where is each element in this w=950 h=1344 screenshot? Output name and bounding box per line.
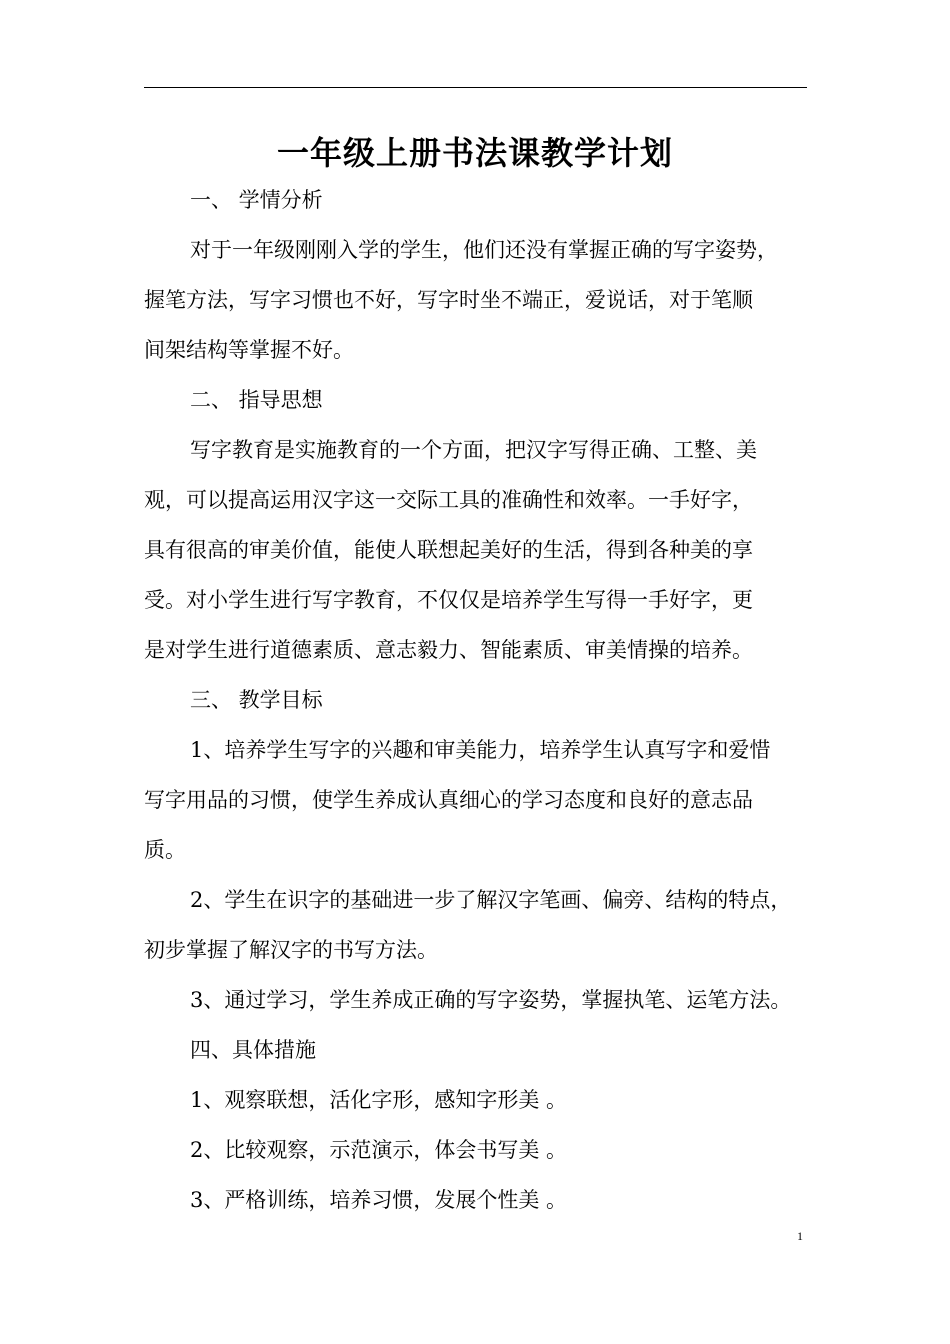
list-item: 2、比较观察，示范演示，体会书写美 。 (190, 1138, 568, 1162)
paragraph-line: 写字用品的习惯，使学生养成认真细心的学习态度和良好的意志品 (144, 788, 753, 812)
list-item: 3、严格训练，培养习惯，发展个性美 。 (190, 1188, 568, 1212)
document-title: 一年级上册书法课教学计划 (276, 134, 673, 172)
section-heading-1: 一、 学情分析 (190, 188, 323, 212)
header-rule (144, 87, 807, 88)
section-heading-4: 四、具体措施 (190, 1038, 316, 1062)
paragraph-line: 初步掌握了解汉字的书写方法。 (144, 938, 438, 962)
paragraph-line: 间架结构等掌握不好。 (144, 338, 354, 362)
list-item: 3、通过学习，学生养成正确的写字姿势，掌握执笔、运笔方法。 (190, 988, 792, 1012)
list-item: 1、观察联想，活化字形，感知字形美 。 (190, 1088, 568, 1112)
paragraph-line: 具有很高的审美价值，能使人联想起美好的生活，得到各种美的享 (144, 538, 753, 562)
paragraph-line: 质。 (144, 838, 186, 862)
section-heading-3: 三、 教学目标 (190, 688, 323, 712)
page-number: 1 (797, 1229, 803, 1243)
paragraph-line: 受。对小学生进行写字教育，不仅仅是培养学生写得一手好字，更 (144, 588, 753, 612)
list-item: 1、培养学生写字的兴趣和审美能力，培养学生认真写字和爱惜 (190, 738, 771, 762)
paragraph-line: 对于一年级刚刚入学的学生，他们还没有掌握正确的写字姿势， (190, 238, 778, 262)
paragraph-line: 握笔方法，写字习惯也不好，写字时坐不端正，爱说话，对于笔顺 (144, 288, 753, 312)
section-heading-2: 二、 指导思想 (190, 388, 323, 412)
list-item: 2、学生在识字的基础进一步了解汉字笔画、偏旁、结构的特点， (190, 888, 792, 912)
paragraph-line: 写字教育是实施教育的一个方面，把汉字写得正确、工整、美 (190, 438, 757, 462)
paragraph-line: 是对学生进行道德素质、意志毅力、智能素质、审美情操的培养。 (144, 638, 753, 662)
paragraph-line: 观，可以提高运用汉字这一交际工具的准确性和效率。一手好字， (144, 488, 753, 512)
